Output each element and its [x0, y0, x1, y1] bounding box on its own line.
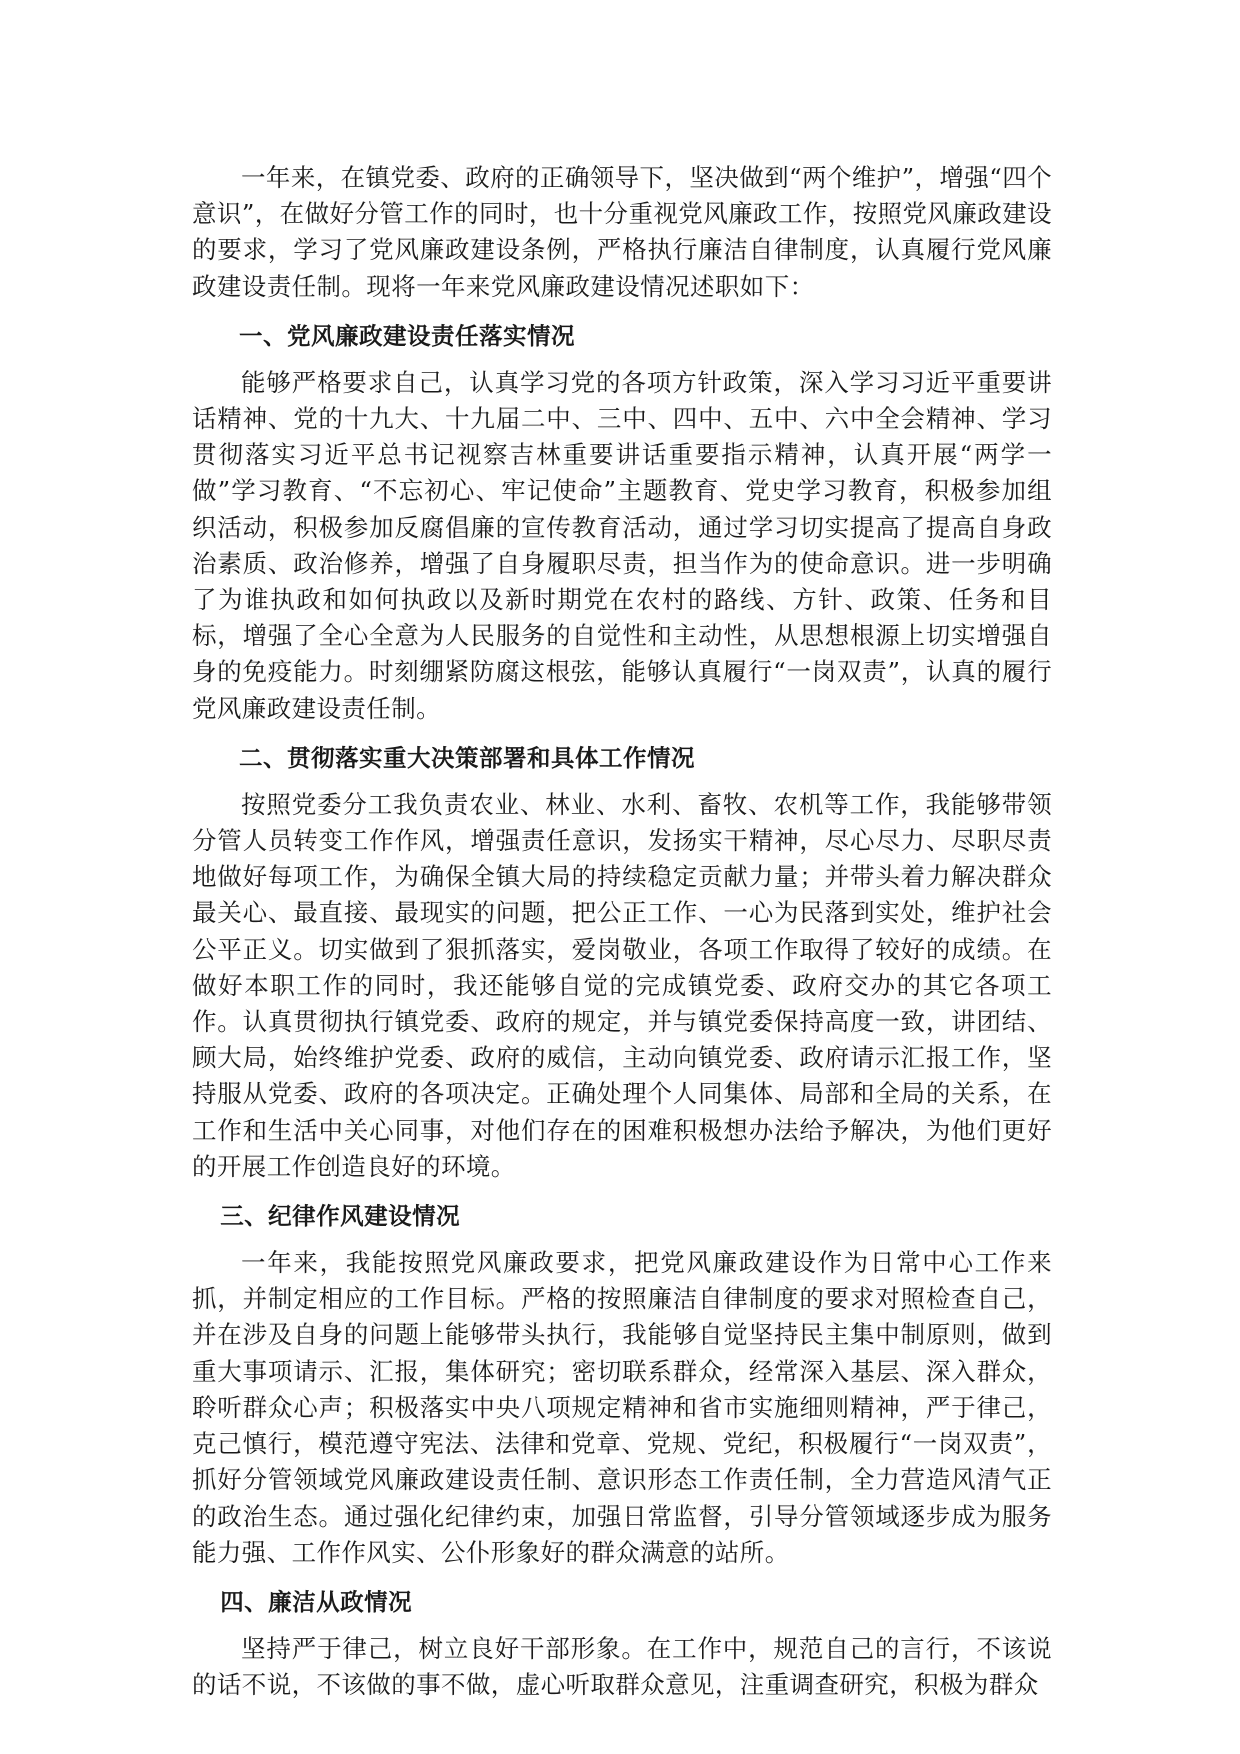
- spacer: [192, 1620, 1052, 1631]
- spacer: [192, 305, 1052, 318]
- section-2-heading: 二、贯彻落实重大决策部署和具体工作情况: [239, 743, 695, 772]
- section-1-body: 能够严格要求自己，认真学习党的各项方针政策，深入学习习近平重要讲话精神、党的十九大、十九届二中、三中、四中、五中、六中全会精神、学习贯彻落实习近平总书记视察吉林重要讲话重要指示精神，认真开展“两学一做”学习教育、“不忘初心、牢记使命”主题教育、党史学习教育，积极参加组织活动，积极参加反腐倡廉的宣传教育活动，通过学习切实提高了提高自身政治素质、政治修养，增强了自身履职尽责，担当作为的使命意识。进一步明确了为谁执政和如何执政以及新时期党在农村的路线、方针、政策、任务和目标，增强了全心全意为人民服务的自觉性和主动性，从思想根源上切实增强自身的免疫能力。时刻绷紧防腐这根弦，能够认真履行“一岗双责”，认真的履行党风廉政建设责任制。: [192, 367, 1052, 723]
- spacer: [192, 1234, 1052, 1245]
- spacer: [192, 354, 1052, 365]
- section-4-heading: 四、廉洁从政情况: [220, 1587, 413, 1616]
- section-2-body: 按照党委分工我负责农业、林业、水利、畜牧、农机等工作，我能够带领分管人员转变工作作风，增强责任意识，发扬实干精神，尽心尽力、尽职尽责地做好每项工作，为确保全镇大局的持续稳定贡献力量；并带头着力解决群众最关心、最直接、最现实的问题，把公正工作、一心为民落到实处，维护社会公平正义。切实做到了狠抓落实，爱岗敬业，各项工作取得了较好的成绩。在做好本职工作的同时，我还能够自觉的完成镇党委、政府交办的其它各项工作。认真贯彻执行镇党委、政府的规定，并与镇党委保持高度一致，讲团结、顾大局，始终维护党委、政府的威信，主动向镇党委、政府请示汇报工作，坚持服从党委、政府的各项决定。正确处理个人同集体、局部和全局的关系，在工作和生活中关心同事，对他们存在的困难积极想办法给予解决，为他们更好的开展工作创造良好的环境。: [192, 789, 1052, 1181]
- section-1-heading: 一、党风廉政建设责任落实情况: [239, 321, 575, 350]
- spacer: [192, 1185, 1052, 1198]
- section-3-body: 一年来，我能按照党风廉政要求，把党风廉政建设作为日常中心工作来抓，并制定相应的工作目标。严格的按照廉洁自律制度的要求对照检查自己，并在涉及自身的问题上能够带头执行，我能够自觉坚持民主集中制原则，做到重大事项请示、汇报，集体研究；密切联系群众，经常深入基层、深入群众，聆听群众心声；积极落实中央八项规定精神和省市实施细则精神，严于律己，克己慎行，模范遵守宪法、法律和党章、党规、党纪，积极履行“一岗双责”，抓好分管领域党风廉政建设责任制、意识形态工作责任制，全力营造风清气正的政治生态。通过强化纪律约束，加强日常监督，引导分管领域逐步成为服务能力强、工作作风实、公仆形象好的群众满意的站所。: [192, 1248, 1052, 1567]
- section-3-heading: 三、纪律作风建设情况: [220, 1202, 461, 1231]
- spacer: [192, 776, 1052, 787]
- section-4-body: 坚持严于律己，树立良好干部形象。在工作中，规范自己的言行，不该说的话不说，不该做的事不做，虚心听取群众意见，注重调查研究，积极为群众: [192, 1633, 1052, 1700]
- spacer: [192, 727, 1052, 740]
- intro-paragraph: 一年来，在镇党委、政府的正确领导下，坚决做到“两个维护”，增强“四个意识”，在做好分管工作的同时，也十分重视党风廉政工作，按照党风廉政建设的要求，学习了党风廉政建设条例，严格执行廉洁自律制度，认真履行党风廉政建设责任制。现将一年来党风廉政建设情况述职如下：: [192, 163, 1052, 301]
- document-page: [192, 160, 1052, 1703]
- spacer: [192, 1571, 1052, 1584]
